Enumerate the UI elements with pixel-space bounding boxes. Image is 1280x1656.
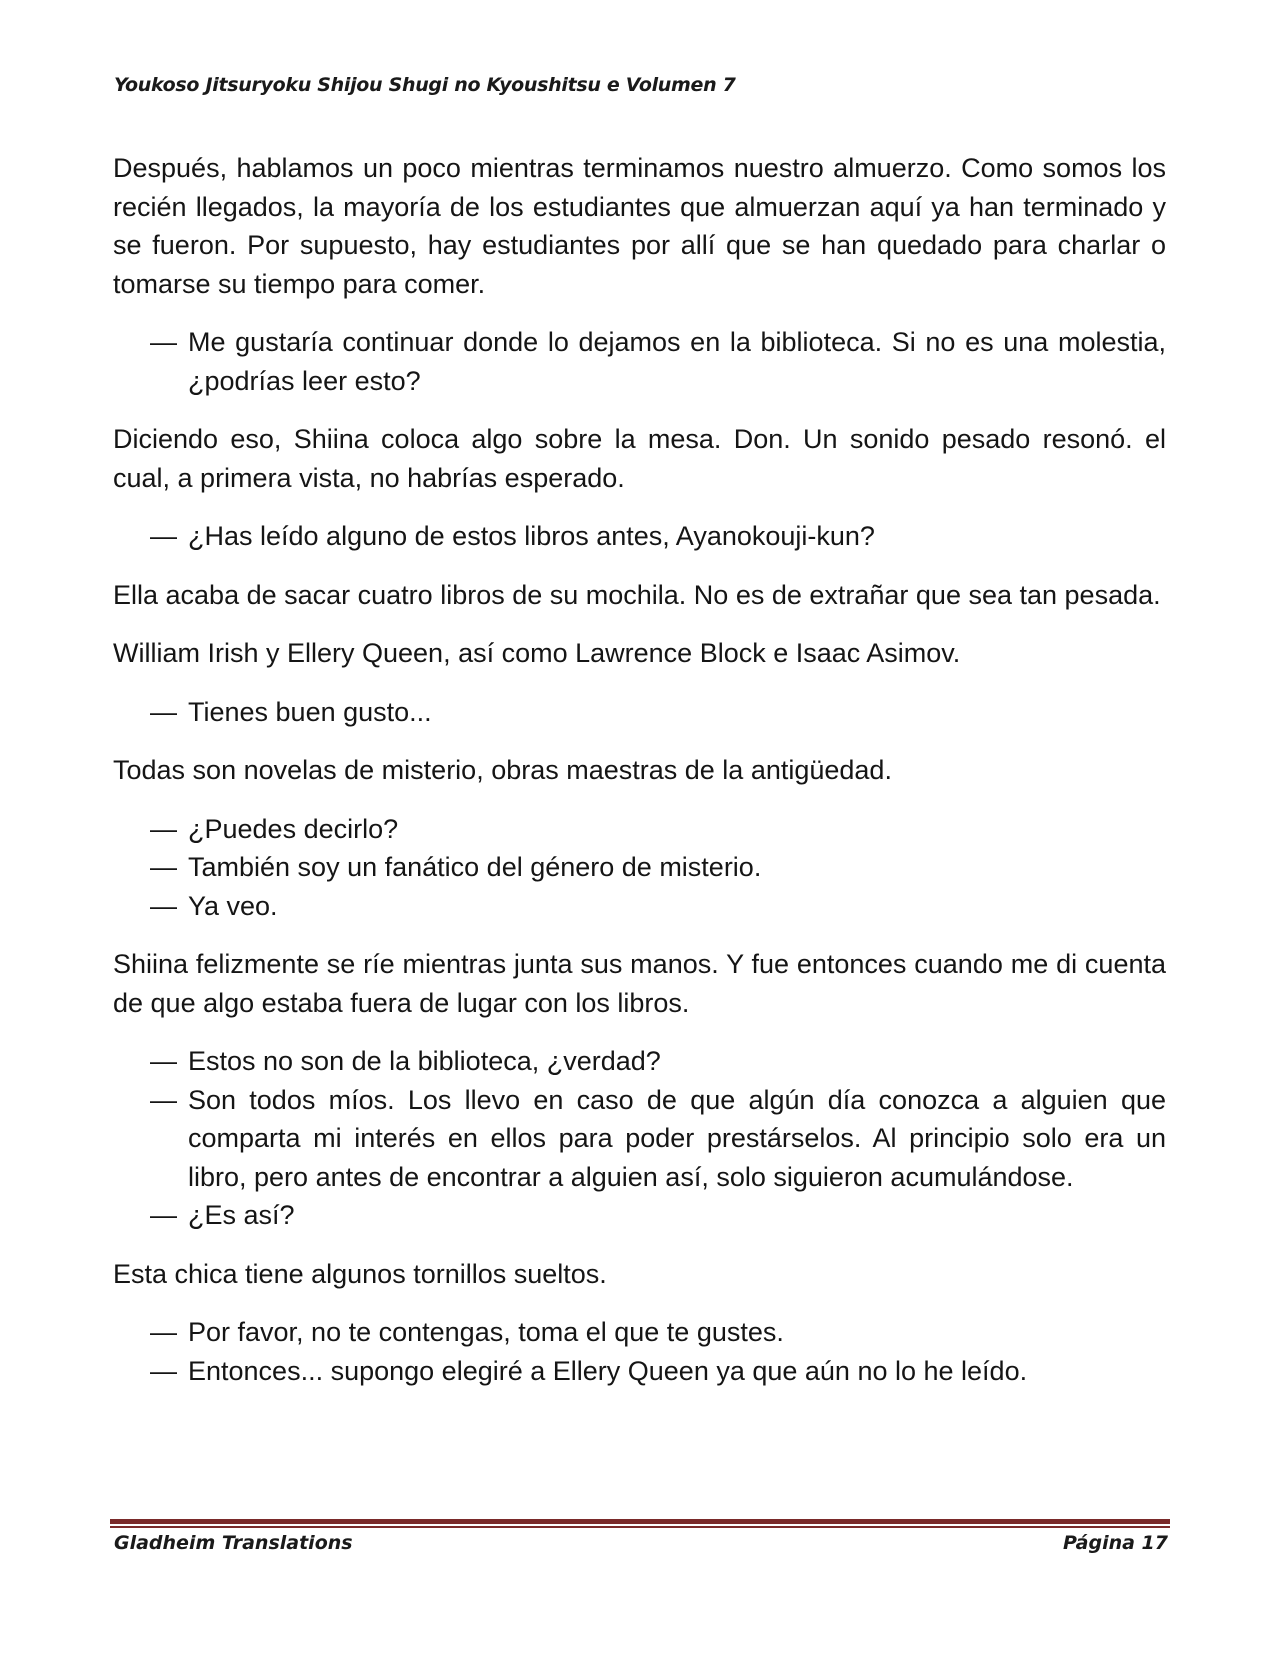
dialogue-dash: — xyxy=(150,890,177,921)
dialogue-text: Son todos míos. Los llevo en caso de que algún día conozca a alguien que comparta mi interés en ellos para poder prestárselos. Al principio solo era un libro, pero antes de encontrar a alguien así, solo siguieron acumulándose. xyxy=(188,1084,1166,1192)
dialogue-text: Entonces... supongo elegiré a Ellery Queen ya que aún no lo he leído. xyxy=(188,1355,1028,1386)
paragraph: Ella acaba de sacar cuatro libros de su mochila. No es de extrañar que sea tan pesada. xyxy=(113,579,1161,610)
dialogue-block xyxy=(113,693,1166,732)
dialogue-dash: — xyxy=(150,1200,177,1230)
dialogue-text: Ya veo. xyxy=(188,890,278,921)
paragraph: Esta chica tiene algunos tornillos sueltos. xyxy=(113,1258,607,1289)
dialogue-line xyxy=(113,887,1166,926)
dialogue-text: Estos no son de la biblioteca, ¿verdad? xyxy=(188,1046,661,1076)
paragraph: Diciendo eso, Shiina coloca algo sobre la mesa. Don. Un sonido pesado resonó. el cual, a primera vista, no habrías esperado. xyxy=(113,424,1166,493)
dialogue-line xyxy=(113,1313,1166,1352)
dialogue-dash: — xyxy=(150,813,177,844)
dialogue-dash: — xyxy=(150,1317,177,1347)
paragraph: Shiina felizmente se ríe mientras junta sus manos. Y fue entonces cuando me di cuenta de que algo estaba fuera de lugar con los libros. xyxy=(113,949,1166,1018)
dialogue-block xyxy=(113,810,1166,926)
dialogue-text: Por favor, no te contengas, toma el que te gustes. xyxy=(188,1317,784,1347)
dialogue-dash: — xyxy=(150,1084,177,1115)
dialogue-line xyxy=(113,848,1166,887)
footer-divider-thin xyxy=(110,1526,1170,1528)
dialogue-line xyxy=(113,1081,1166,1197)
dialogue-line xyxy=(113,1352,1166,1391)
footer-divider-thick xyxy=(110,1519,1170,1524)
paragraph: William Irish y Ellery Queen, así como Lawrence Block e Isaac Asimov. xyxy=(113,638,961,668)
dialogue-dash: — xyxy=(150,852,177,882)
dialogue-text: Tienes buen gusto... xyxy=(188,696,432,727)
dialogue-dash: — xyxy=(150,521,177,551)
dialogue-block xyxy=(113,517,1166,556)
dialogue-text: También soy un fanático del género de misterio. xyxy=(188,852,762,882)
paragraph: Después, hablamos un poco mientras terminamos nuestro almuerzo. Como somos los recién llegados, la mayoría de los estudiantes que almuerzan aquí ya han terminado y se fueron. Por supuesto, hay estudiantes por allí que se han quedado para charlar o tomarse su tiempo para comer. xyxy=(113,153,1166,299)
dialogue-dash: — xyxy=(150,1355,177,1386)
dialogue-dash: — xyxy=(150,327,177,357)
dialogue-line xyxy=(113,1196,1166,1235)
dialogue-text: Me gustaría continuar donde lo dejamos en la biblioteca. Si no es una molestia, ¿podrías leer esto? xyxy=(188,327,1166,396)
dialogue-text: ¿Es así? xyxy=(188,1200,295,1230)
page-header-title: Youkoso Jitsuryoku Shijou Shugi no Kyoushitsu e Volumen 7 xyxy=(114,74,736,96)
page-body xyxy=(113,149,1166,1410)
dialogue-dash: — xyxy=(150,1046,177,1076)
paragraph: Todas son novelas de misterio, obras maestras de la antigüedad. xyxy=(113,755,892,785)
dialogue-dash: — xyxy=(150,696,177,727)
footer-translator-credit: Gladheim Translations xyxy=(114,1532,353,1554)
dialogue-line xyxy=(113,517,1166,556)
dialogue-block xyxy=(113,1313,1166,1390)
dialogue-line xyxy=(113,323,1166,400)
dialogue-line xyxy=(113,810,1166,849)
footer-page-number: Página 17 xyxy=(1062,1532,1168,1554)
dialogue-block xyxy=(113,323,1166,400)
dialogue-block xyxy=(113,1042,1166,1235)
dialogue-line xyxy=(113,693,1166,732)
dialogue-text: ¿Has leído alguno de estos libros antes, Ayanokouji-kun? xyxy=(188,521,875,551)
dialogue-line xyxy=(113,1042,1166,1081)
dialogue-text: ¿Puedes decirlo? xyxy=(188,813,399,844)
